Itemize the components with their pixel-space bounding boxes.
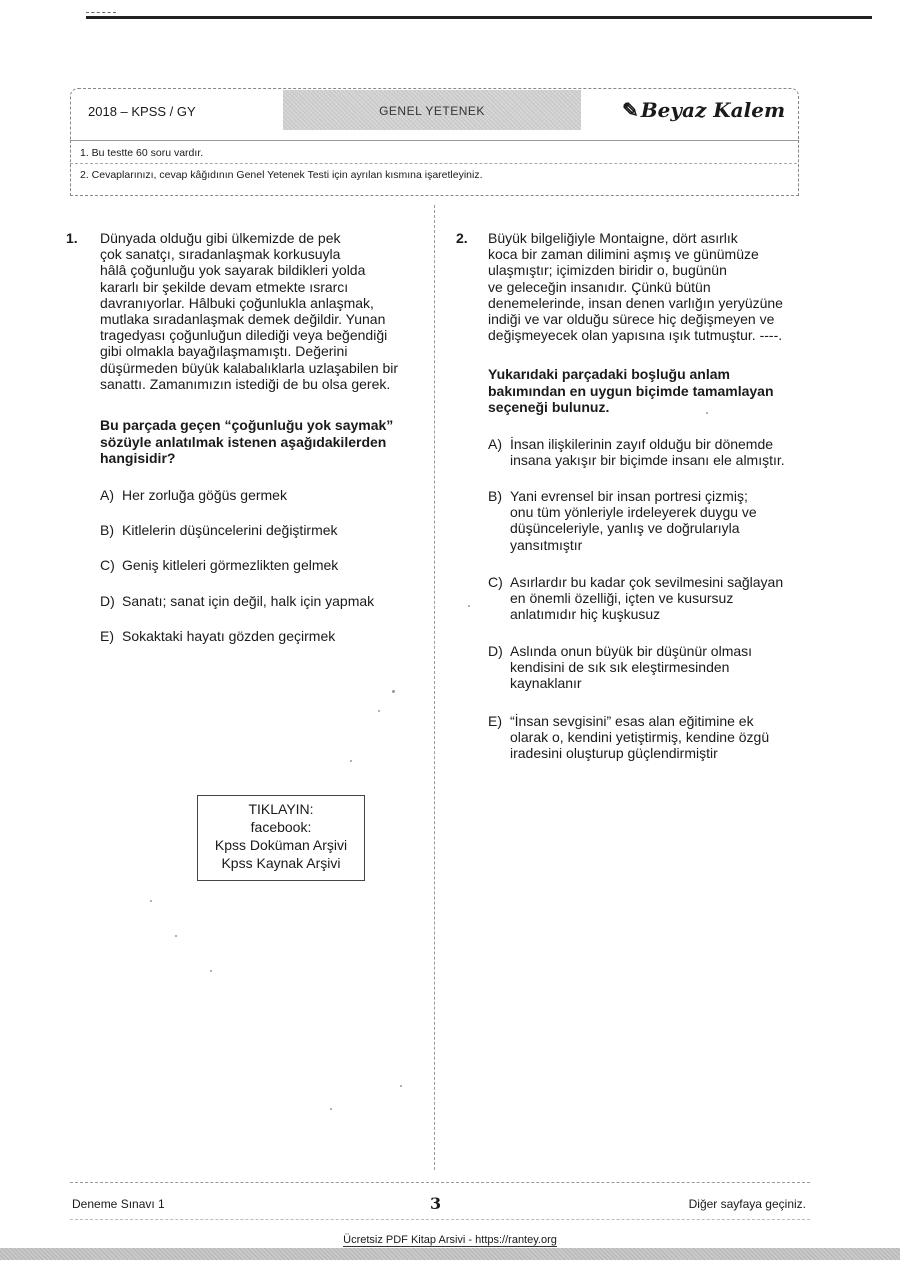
question-2-option-c[interactable] [488, 574, 783, 623]
top-rule [86, 16, 872, 19]
exam-code: 2018 – KPSS / GY [88, 104, 196, 119]
option-letter: D) [100, 593, 115, 609]
pen-icon: ✎ [622, 98, 639, 122]
question-1-option-c[interactable] [100, 557, 338, 573]
option-letter: A) [488, 436, 502, 452]
promo-line: Kpss Doküman Arşivi [214, 837, 348, 853]
passage-line: sanattı. Zamanımızın istediği de bu olsa gerek. [100, 375, 391, 392]
scan-speckle [330, 1108, 332, 1110]
prompt-line: hangisidir? [100, 450, 176, 466]
option-letter: E) [100, 628, 114, 644]
brand-logo [622, 98, 785, 122]
option-text: Sokaktaki hayatı gözden geçirmek [122, 628, 336, 644]
option-text: Aslında onun büyük bir düşünür olması [510, 643, 753, 659]
prompt-line: seçeneği bulunuz. [488, 399, 610, 415]
footer-next-page: Diğer sayfaya geçiniz. [688, 1197, 806, 1211]
option-text: Asırlardır bu kadar çok sevilmesini sağlayan [510, 574, 784, 590]
passage-line: ulaşmıştır; içimizden biridir o, bugünün [488, 262, 727, 279]
question-number: 2. [456, 230, 468, 246]
question-1-option-e[interactable] [100, 628, 335, 644]
top-dash-mark [86, 12, 116, 13]
scan-speckle [392, 690, 395, 693]
option-text: yansıtmıştır [510, 536, 583, 553]
passage-line: ve geleceğin insanıdır. Çünkü bütün [488, 278, 711, 295]
instruction-1: 1. Bu testte 60 soru vardır. [80, 147, 204, 159]
option-text: iradesini oluşturup güçlendirmiştir [510, 745, 718, 762]
option-letter: B) [488, 488, 502, 504]
option-text: düşünceleriyle, yanlış ve doğrularıyla [510, 520, 740, 537]
option-text: “İnsan sevgisini” esas alan eğitimine ek [510, 713, 754, 729]
instructions-separator [70, 163, 797, 164]
scan-speckle [210, 970, 212, 972]
scan-speckle [175, 935, 177, 937]
option-text: Yani evrensel bir insan portresi çizmiş; [510, 488, 748, 504]
question-1-option-d[interactable] [100, 593, 374, 609]
question-2-option-d[interactable] [488, 643, 752, 692]
passage-line: değişmeyecek olan yapısına ışık tutmuştur. ----. [488, 327, 783, 344]
option-text: İnsan ilişkilerinin zayıf olduğu bir dönemde [510, 436, 774, 452]
question-1-option-b[interactable] [100, 522, 338, 538]
question-2-option-b[interactable] [488, 488, 757, 553]
question-number: 1. [66, 230, 78, 246]
option-text: Her zorluğa göğüs germek [122, 487, 287, 503]
promo-line: Kpss Kaynak Arşivi [221, 855, 341, 871]
source-link-text: Ücretsiz PDF Kitap Arsivi - https://rantey.org [343, 1234, 557, 1246]
column-divider [434, 205, 435, 1170]
promo-line: facebook: [250, 819, 312, 835]
option-letter: A) [100, 487, 114, 503]
section-title: GENEL YETENEK [379, 104, 485, 118]
option-text: olarak o, kendini yetiştirmiş, kendine özgü [510, 729, 770, 746]
passage-line: mutlaka sıradanlaşmak demek değildir. Yunan [100, 311, 386, 328]
brand-name: Beyaz Kalem [640, 98, 786, 122]
option-text: onu tüm yönleriyle irdeleyerek duygu ve [510, 504, 757, 521]
option-text: Geniş kitleleri görmezlikten gelmek [122, 557, 339, 573]
option-letter: B) [100, 522, 114, 538]
option-text: Kitlelerin düşüncelerini değiştirmek [122, 522, 338, 538]
passage-line: denemelerinde, insan denen varlığın yeryüzüne [488, 294, 783, 311]
passage-line: davranıyorlar. Hâlbuki çoğunlukla anlaşmak, [100, 294, 374, 311]
passage-line: kararlı bir şekilde devam etmekte ısrarcı [100, 278, 349, 295]
scan-speckle [350, 760, 352, 762]
question-1-passage [100, 230, 398, 392]
promo-line: TIKLAYIN: [248, 801, 314, 817]
scan-speckle [468, 605, 470, 607]
option-letter: C) [488, 574, 503, 590]
option-text: kaynaklanır [510, 675, 582, 692]
question-2-passage [488, 230, 783, 343]
passage-line: koca bir zaman dilimini aşmış ve günümüze [488, 246, 759, 263]
instruction-2: 2. Cevaplarınızı, cevap kâğıdının Genel Yetenek Testi için ayrılan kısmına işaretleyiniz. [80, 169, 483, 181]
footer-rule-bottom [70, 1219, 810, 1220]
scan-speckle [150, 900, 152, 902]
passage-line: Dünyada olduğu gibi ülkemizde de pek [100, 230, 341, 246]
option-text: en önemli özelliği, içten ve kusursuz [510, 590, 734, 607]
option-text: kendisini de sık sık eleştirmesinden [510, 659, 730, 676]
bottom-band [0, 1248, 900, 1260]
footer-rule [70, 1182, 810, 1183]
option-letter: C) [100, 557, 115, 573]
question-2-option-e[interactable] [488, 713, 769, 762]
passage-line: Büyük bilgeliğiyle Montaigne, dört asırlık [488, 230, 738, 246]
passage-line: hâlâ çoğunluğu yok sayarak bildikleri yolda [100, 262, 366, 279]
scan-speckle [400, 1085, 402, 1087]
scan-speckle [706, 412, 708, 414]
prompt-line: bakımından en uygun biçimde tamamlayan [488, 382, 774, 399]
passage-line: indiği ve var olduğu sürece hiç değişmeyen ve [488, 311, 775, 328]
question-2-option-a[interactable] [488, 436, 785, 468]
option-text: anlatımıdır hiç kuşkusuz [510, 606, 661, 623]
option-letter: D) [488, 643, 503, 659]
source-link[interactable] [0, 1234, 900, 1246]
question-1-option-a[interactable] [100, 487, 287, 503]
passage-line: çok sanatçı, sıradanlaşmak korkusuyla [100, 246, 341, 263]
prompt-line: Yukarıdaki parçadaki boşluğu anlam [488, 366, 730, 382]
prompt-line: Bu parçada geçen “çoğunluğu yok saymak” [100, 417, 394, 433]
passage-line: tragedyası çoğunluğun dilediği veya beğendiği [100, 327, 388, 344]
scan-speckle [378, 710, 380, 712]
question-2-prompt [488, 366, 774, 416]
option-text: insana yakışır bir biçimde insanı ele almıştır. [510, 452, 785, 469]
footer-exam-name: Deneme Sınavı 1 [72, 1197, 165, 1211]
prompt-line: sözüyle anlatılmak istenen aşağıdakilerden [100, 433, 387, 450]
facebook-promo-box[interactable] [197, 795, 365, 881]
option-letter: E) [488, 713, 502, 729]
page-number: 3 [430, 1194, 442, 1213]
question-1-prompt [100, 417, 393, 467]
option-text: Sanatı; sanat için değil, halk için yapmak [122, 593, 375, 609]
passage-line: gibi olmakla bayağılaşmamıştı. Değerini [100, 343, 348, 360]
passage-line: düşürmeden büyük kalabalıklarla uzlaşabilen bir [100, 359, 399, 376]
